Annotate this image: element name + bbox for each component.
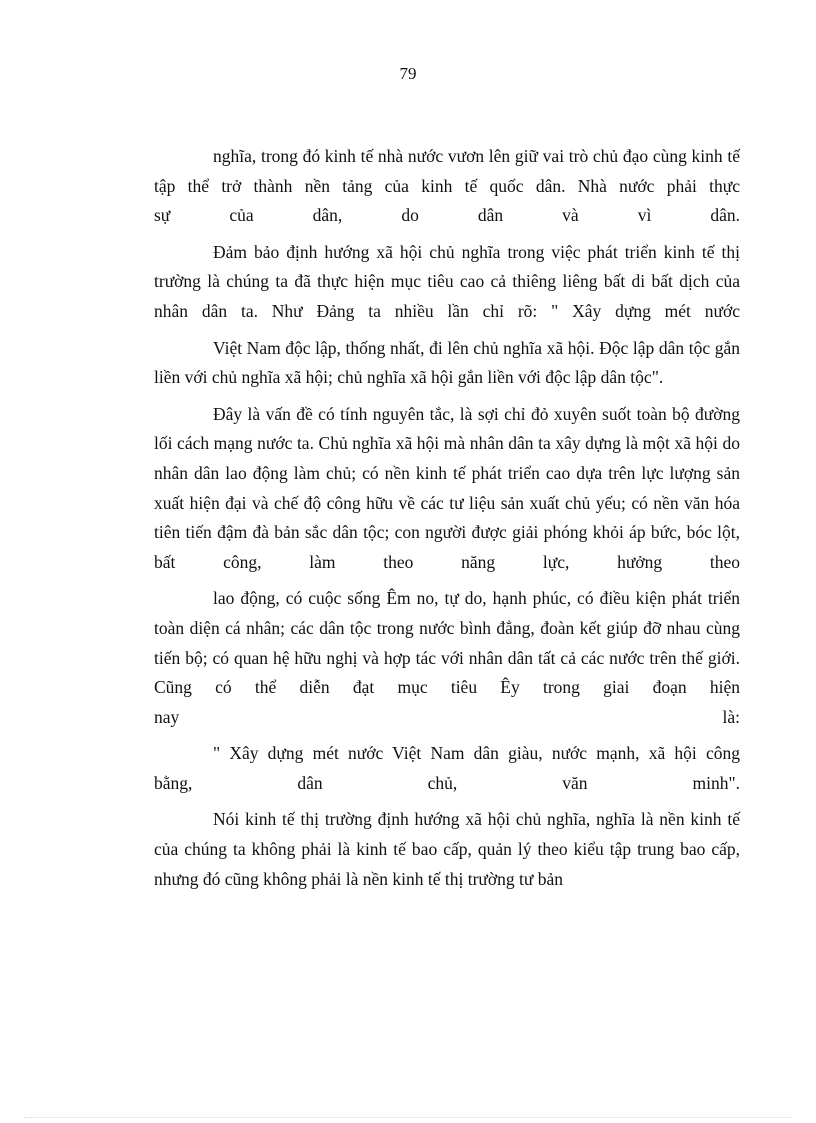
- page-footer-divider: [24, 1117, 792, 1118]
- paragraph-1a: nghĩa, trong đó kinh tế nhà nước vươn lên giữ vai trò chủ đạo cùng kinh tế tập thể trở thành nền tảng của kinh tế quốc dân. Nhà nước phải thực: [154, 146, 740, 196]
- page-number: 79: [399, 64, 417, 83]
- paragraph-2: Đảm bảo định hướng xã hội chủ nghĩa trong việc phát triển kinh tế thị trường là chúng ta đã thực hiện mục tiêu cao cả thiêng liêng bất di bất dịch của nhân dân ta. Như Đảng ta nhiều lần chỉ rõ: " Xây dựng mét nước: [154, 241, 740, 321]
- paragraph-4: Đây là vấn đề có tính nguyên tắc, là sợi chỉ đỏ xuyên suốt toàn bộ đường lối cách mạng nước ta. Chủ nghĩa xã hội mà nhân dân ta xây dựng là một xã hội do nhân dân lao động làm chủ; có nền kinh tế phát triển cao dựa trên lực lượng sản xuất hiện đại và chế độ công hữu về các tư liệu sản xuất chủ yếu; có nền văn hóa tiên tiến đậm đà bản sắc dân tộc; con người được giải phóng khỏi áp bức, bóc lột, bất công, làm theo năng lực, hưởng theo: [154, 403, 740, 572]
- paragraph-5a: lao động, có cuộc sống Êm no, tự do, hạnh phúc, có điều kiện phát triển toàn diện cá nhân; các dân tộc trong nước bình đẳng, đoàn kết giúp đỡ nhau cùng tiến bộ; có quan hệ hữu nghị và hợp tác với nhân dân tất cả các nước trên thế giới. Cũng có thể diễn đạt mục tiêu Êy trong giai đoạn hiện: [154, 588, 740, 698]
- paragraph-6b: bằng, dân chủ, văn minh".: [154, 772, 740, 793]
- paragraph-7: Nói kinh tế thị trường định hướng xã hội chủ nghĩa, nghĩa là nền kinh tế của chúng ta không phải là kinh tế bao cấp, quản lý theo kiểu tập trung bao cấp, nhưng đó cũng không phải là nền kinh tế thị trường tư bản: [154, 809, 740, 889]
- paragraph-1b: sự của dân, do dân và vì dân.: [154, 205, 740, 226]
- paragraph-5b: nay là:: [154, 706, 740, 727]
- paragraph-3: Việt Nam độc lập, thống nhất, đi lên chủ nghĩa xã hội. Độc lập dân tộc gắn liền với chủ nghĩa xã hội; chủ nghĩa xã hội gắn liền với độc lập dân tộc".: [154, 337, 740, 388]
- paragraph-6a: " Xây dựng mét nước Việt Nam dân giàu, nước mạnh, xã hội công: [213, 743, 740, 764]
- document-body: [154, 142, 740, 894]
